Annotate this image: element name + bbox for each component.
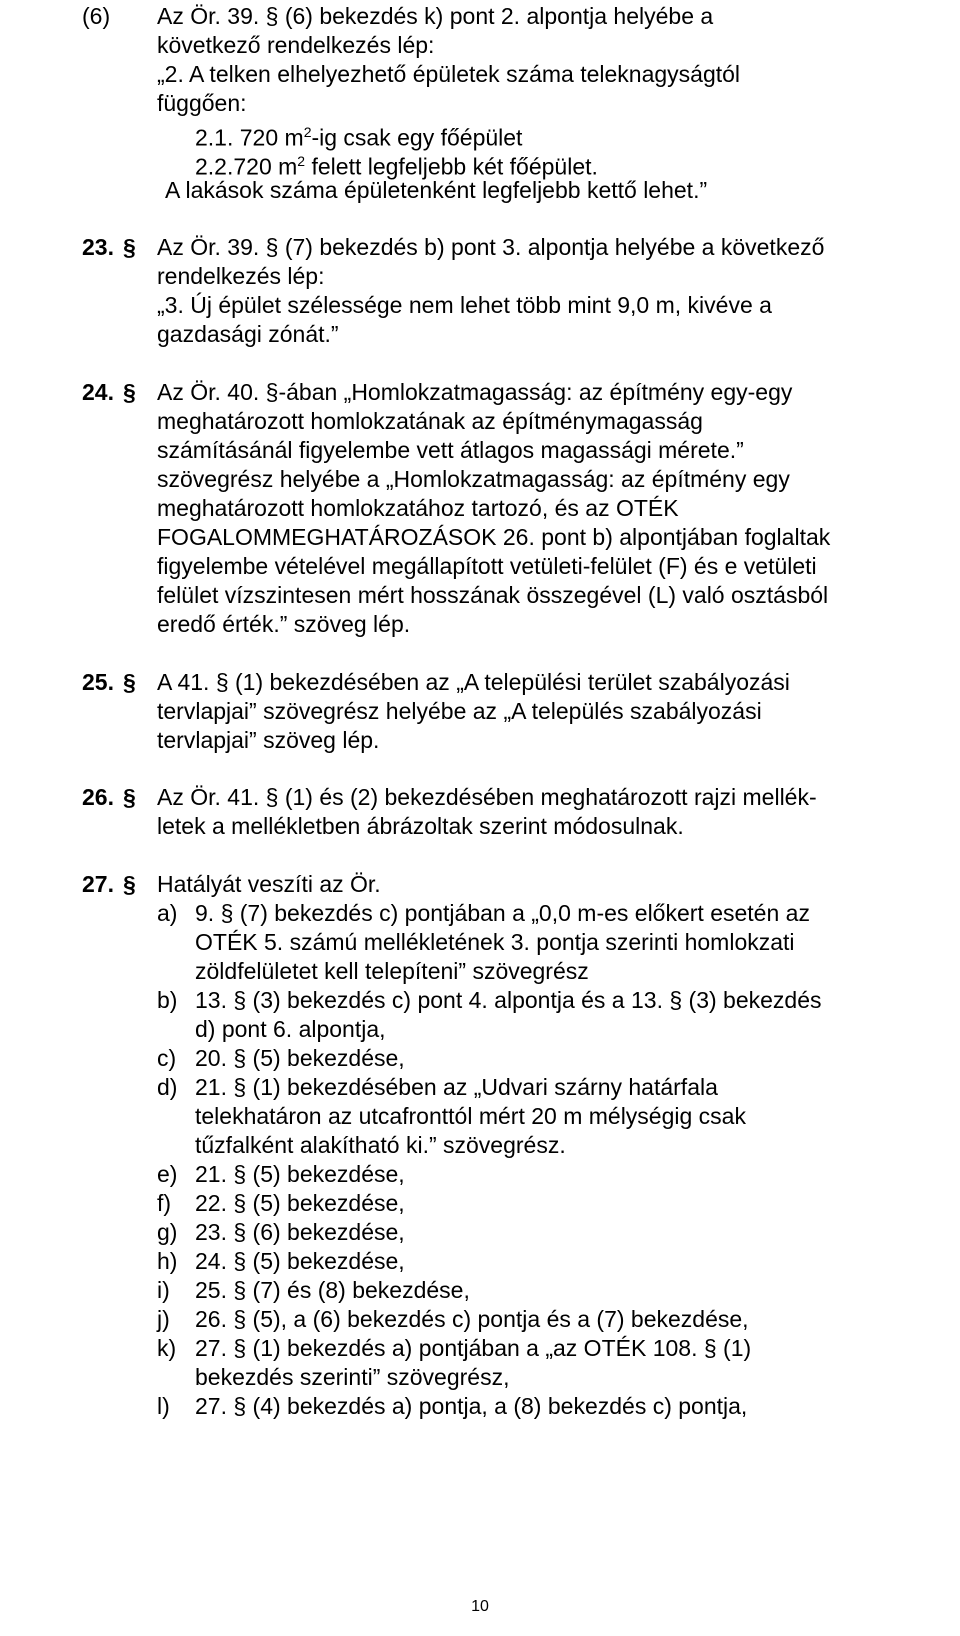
item-h-line-1: 24. § (5) bekezdése,	[195, 1248, 405, 1274]
item-label-a: a)	[157, 900, 178, 926]
item-b-line-2: d) pont 6. alpontja,	[195, 1016, 386, 1042]
s24-line-4: szövegrész helyébe a „Homlokzatmagasság: az építmény egy	[157, 466, 790, 492]
item-d-line-3: tűzfalként alakítható ki.” szövegrész.	[195, 1132, 566, 1158]
s23-line-3: „3. Új épület szélessége nem lehet több mint 9,0 m, kivéve a	[157, 292, 772, 318]
p6-line-6: 2.2.720 $m^2$ felett legfeljebb két főépület.	[195, 153, 598, 180]
s24-line-5: meghatározott homlokzatához tartozó, és az OTÉK	[157, 495, 679, 521]
section-number-23: 23.	[82, 234, 114, 260]
item-label-l: l)	[157, 1393, 170, 1419]
item-a-line-2: OTÉK 5. számú mellékletének 3. pontja szerinti homlokzati	[195, 929, 795, 955]
item-label-j: j)	[157, 1306, 170, 1332]
item-label-i: i)	[157, 1277, 170, 1303]
item-label-k: k)	[157, 1335, 177, 1361]
section-sign-25: §	[123, 669, 136, 695]
item-label-c: c)	[157, 1045, 177, 1071]
item-label-f: f)	[157, 1190, 172, 1216]
item-label-d: d)	[157, 1074, 178, 1100]
p6-line-2: következő rendelkezés lép:	[157, 32, 435, 58]
section-number-26: 26.	[82, 784, 114, 810]
item-f-line-1: 22. § (5) bekezdése,	[195, 1190, 405, 1216]
page-number: 10	[471, 1598, 489, 1615]
item-e-line-1: 21. § (5) bekezdése,	[195, 1161, 405, 1187]
s23-line-4: gazdasági zónát.”	[157, 321, 339, 347]
item-l-line-1: 27. § (4) bekezdés a) pontja, a (8) bekezdés c) pontja,	[195, 1393, 748, 1419]
p6-line-3: „2. A telken elhelyezhető épületek száma teleknagyságtól	[157, 61, 741, 87]
s23-line-2: rendelkezés lép:	[157, 263, 325, 289]
item-j-line-1: 26. § (5), a (6) bekezdés c) pontja és a (7) bekezdése,	[195, 1306, 749, 1332]
item-label-h: h)	[157, 1248, 178, 1274]
s26-line-2: letek a mellékletben ábrázoltak szerint módosulnak.	[157, 813, 684, 839]
item-d-line-1: 21. § (1) bekezdésében az „Udvari szárny határfala	[195, 1074, 718, 1100]
item-label-b: b)	[157, 987, 178, 1013]
paragraph-marker: (6)	[82, 3, 111, 29]
item-k-line-2: bekezdés szerinti” szövegrész,	[195, 1364, 510, 1390]
item-label-e: e)	[157, 1161, 178, 1187]
s26-line-1: Az Ör. 41. § (1) és (2) bekezdésében meghatározott rajzi mellék-	[157, 784, 817, 810]
item-k-line-1: 27. § (1) bekezdés a) pontjában a „az OTÉK 108. § (1)	[195, 1335, 752, 1361]
section-number-27: 27.	[82, 871, 114, 897]
p6-line-4: függően:	[157, 90, 247, 116]
item-label-g: g)	[157, 1219, 178, 1245]
item-d-line-2: telekhatáron az utcafronttól mért 20 m mélységig csak	[195, 1103, 746, 1129]
s24-line-3: számításánál figyelembe vett átlagos magassági mérete.”	[157, 437, 744, 463]
s27-intro: Hatályát veszíti az Ör.	[157, 871, 381, 897]
s23-line-1: Az Ör. 39. § (7) bekezdés b) pont 3. alpontja helyébe a következő	[157, 234, 825, 260]
p6-line-7: A lakások száma épületenként legfeljebb kettő lehet.”	[165, 177, 708, 203]
s24-line-1: Az Ör. 40. §-ában „Homlokzatmagasság: az építmény egy-egy	[157, 379, 793, 405]
item-a-line-3: zöldfelületet kell telepíteni” szövegrész	[195, 958, 589, 984]
section-sign-27: §	[123, 871, 136, 897]
item-i-line-1: 25. § (7) és (8) bekezdése,	[195, 1277, 470, 1303]
section-number-25: 25.	[82, 669, 114, 695]
s24-line-7: figyelembe vételével megállapított vetületi-felület (F) és e vetületi	[157, 553, 817, 579]
s24-line-9: eredő érték.” szöveg lép.	[157, 611, 411, 637]
item-c-line-1: 20. § (5) bekezdése,	[195, 1045, 405, 1071]
item-g-line-1: 23. § (6) bekezdése,	[195, 1219, 405, 1245]
p6-line-1: Az Ör. 39. § (6) bekezdés k) pont 2. alpontja helyébe a	[157, 3, 714, 29]
item-a-line-1: 9. § (7) bekezdés c) pontjában a „0,0 m-es előkert esetén az	[195, 900, 810, 926]
s25-line-1: A 41. § (1) bekezdésében az „A települési terület szabályozási	[157, 669, 790, 695]
s24-line-6: FOGALOMMEGHATÁROZÁSOK 26. pont b) alpontjában foglaltak	[157, 524, 831, 550]
item-b-line-1: 13. § (3) bekezdés c) pont 4. alpontja és a 13. § (3) bekezdés	[195, 987, 822, 1013]
s24-line-2: meghatározott homlokzatának az építménymagasság	[157, 408, 703, 434]
s24-line-8: felület vízszintesen mért hosszának összegével (L) való osztásból	[157, 582, 829, 608]
s25-line-3: tervlapjai” szöveg lép.	[157, 727, 380, 753]
p6-line-5: 2.1. 720 $m^2-ig$ csak egy főépület	[195, 124, 523, 151]
section-sign-23: §	[123, 234, 136, 260]
section-sign-26: §	[123, 784, 136, 810]
section-sign-24: §	[123, 379, 136, 405]
section-number-24: 24.	[82, 379, 114, 405]
s25-line-2: tervlapjai” szövegrész helyébe az „A település szabályozási	[157, 698, 762, 724]
